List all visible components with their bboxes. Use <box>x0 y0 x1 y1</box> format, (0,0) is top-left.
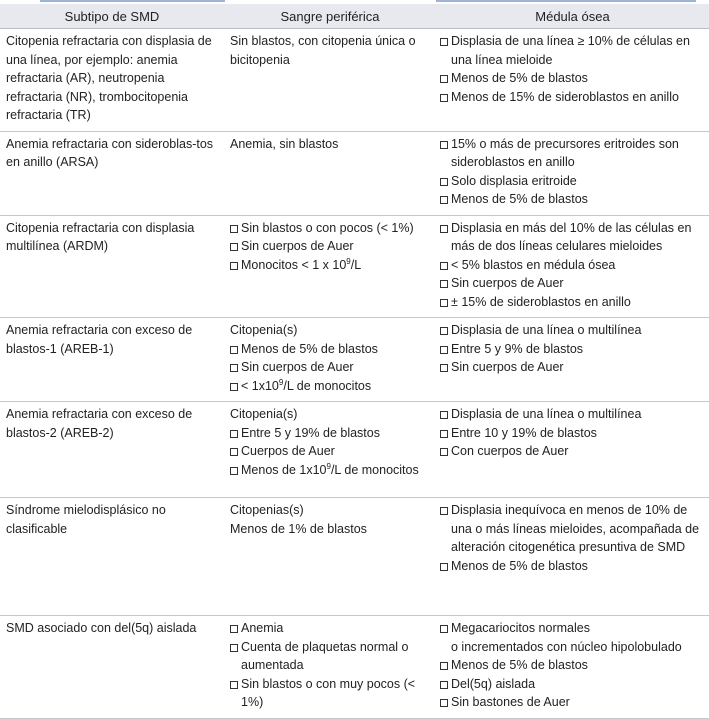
checkbox-bullet-icon <box>230 243 238 251</box>
checkbox-bullet-icon <box>440 411 448 419</box>
list-item: Displasia de una línea ≥ 10% de células en una línea mieloide <box>440 32 705 69</box>
list-item: Displasia de una línea o multilínea <box>440 405 705 424</box>
table-row <box>0 318 709 402</box>
list-item: Con cuerpos de Auer <box>440 442 705 461</box>
checkbox-bullet-icon <box>230 364 238 372</box>
checkbox-bullet-icon <box>230 262 238 270</box>
list-item: Displasia inequívoca en menos de 10% de una o más líneas mieloides, acompañada de alteración citogenética presuntiva de SMD <box>440 501 705 557</box>
checkbox-bullet-icon <box>440 625 448 633</box>
list-item: 15% o más de precursores eritroides son sideroblastos en anillo <box>440 135 705 172</box>
blood-cell <box>224 318 436 402</box>
checkbox-bullet-icon <box>440 178 448 186</box>
list-item: Menos de 5% de blastos <box>440 557 705 576</box>
list-item: Menos de 5% de blastos <box>440 656 705 675</box>
list-item: Menos de 15% de sideroblastos en anillo <box>440 88 705 107</box>
checkbox-bullet-icon <box>440 662 448 670</box>
subtype-cell: Síndrome mielodisplásico no clasificable <box>0 498 224 616</box>
marrow-cell <box>436 131 709 215</box>
blood-cell <box>224 131 436 215</box>
list-item: Menos de 5% de blastos <box>440 69 705 88</box>
subtype-cell: Anemia refractaria con exceso de blastos-1 (AREB-1) <box>0 318 224 402</box>
list-item: Sin blastos o con pocos (< 1%) <box>230 219 432 238</box>
blood-text: Citopenias(s) <box>230 503 304 517</box>
table-row <box>0 616 709 719</box>
header-marrow: Médula ósea <box>436 4 709 29</box>
list-item: Menos de 5% de blastos <box>440 190 705 209</box>
top-rule-left <box>40 0 225 2</box>
marrow-cell <box>436 402 709 498</box>
list-item: Solo displasia eritroide <box>440 172 705 191</box>
checkbox-bullet-icon <box>440 507 448 515</box>
list-item: Menos de $1x10^9/L$ de monocitos <box>230 461 432 480</box>
checkbox-bullet-icon <box>230 346 238 354</box>
checkbox-bullet-icon <box>230 681 238 689</box>
marrow-continuation: o incrementados con núcleo hipolobulado <box>451 639 682 654</box>
top-rule-right <box>436 0 696 2</box>
list-item: Entre 5 y 9% de blastos <box>440 340 705 359</box>
list-item: Cuerpos de Auer <box>230 442 432 461</box>
list-item: Sin cuerpos de Auer <box>440 358 705 377</box>
list-item: ± 15% de sideroblastos en anillo <box>440 293 705 312</box>
checkbox-bullet-icon <box>440 681 448 689</box>
checkbox-bullet-icon <box>440 141 448 149</box>
list-item: Sin cuerpos de Auer <box>230 237 432 256</box>
checkbox-bullet-icon <box>440 299 448 307</box>
blood-text: Anemia, sin blastos <box>230 136 339 151</box>
list-item: < $1x10^9/L$ de monocitos <box>230 377 432 396</box>
table-row <box>0 131 709 215</box>
checkbox-bullet-icon <box>230 448 238 456</box>
checkbox-bullet-icon <box>230 383 238 391</box>
checkbox-bullet-icon <box>440 280 448 288</box>
checkbox-bullet-icon <box>440 699 448 707</box>
checkbox-bullet-icon <box>440 563 448 571</box>
header-subtype: Subtipo de SMD <box>0 4 224 29</box>
list-item: < 5% blastos en médula ósea <box>440 256 705 275</box>
checkbox-bullet-icon <box>440 196 448 204</box>
checkbox-bullet-icon <box>440 75 448 83</box>
list-item: Sin blastos o con muy pocos (< 1%) <box>230 675 432 712</box>
checkbox-bullet-icon <box>230 625 238 633</box>
checkbox-bullet-icon <box>440 262 448 270</box>
list-item: Sin cuerpos de Auer <box>230 358 432 377</box>
list-item: Displasia en más del 10% de las células en más de dos líneas celulares mieloides <box>440 219 705 256</box>
marrow-cell <box>436 215 709 318</box>
blood-cell <box>224 498 436 616</box>
marrow-cell <box>436 318 709 402</box>
list-item: Sin cuerpos de Auer <box>440 274 705 293</box>
checkbox-bullet-icon <box>440 448 448 456</box>
list-item: Anemia <box>230 619 432 638</box>
subtype-cell: Citopenia refractaria con displasia multilínea (ARDM) <box>0 215 224 318</box>
blood-cell <box>224 215 436 318</box>
checkbox-bullet-icon <box>440 225 448 233</box>
list-item: Menos de 5% de blastos <box>230 340 432 359</box>
list-item: Displasia de una línea o multilínea <box>440 321 705 340</box>
smd-table <box>0 4 709 719</box>
checkbox-bullet-icon <box>230 467 238 475</box>
table-row <box>0 29 709 132</box>
list-item: Cuenta de plaquetas normal o aumentada <box>230 638 432 675</box>
marrow-cell <box>436 29 709 132</box>
blood-text: Citopenia(s) <box>230 323 298 337</box>
table-row <box>0 215 709 318</box>
subtype-cell: Anemia refractaria con sideroblas-tos en anillo (ARSA) <box>0 131 224 215</box>
blood-text: Sin blastos, con citopenia única o bicitopenia <box>230 34 416 67</box>
checkbox-bullet-icon <box>440 346 448 354</box>
checkbox-bullet-icon <box>440 94 448 102</box>
list-item: Del(5q) aislada <box>440 675 705 694</box>
checkbox-bullet-icon <box>230 225 238 233</box>
subtype-cell: Citopenia refractaria con displasia de una línea, por ejemplo: anemia refractaria (AR), neutropenia refractaria (NR), trombocitopenia refractaria (TR) <box>0 29 224 132</box>
list-item: Entre 10 y 19% de blastos <box>440 424 705 443</box>
checkbox-bullet-icon <box>440 327 448 335</box>
blood-text: Menos de 1% de blastos <box>230 521 367 536</box>
marrow-cell <box>436 616 709 719</box>
checkbox-bullet-icon <box>440 430 448 438</box>
checkbox-bullet-icon <box>230 430 238 438</box>
checkbox-bullet-icon <box>440 364 448 372</box>
table-row <box>0 402 709 498</box>
list-item: Megacariocitos normales <box>440 619 705 638</box>
blood-cell <box>224 616 436 719</box>
blood-cell <box>224 402 436 498</box>
header-blood: Sangre periférica <box>224 4 436 29</box>
list-item: Entre 5 y 19% de blastos <box>230 424 432 443</box>
list-item: Monocitos < 1 x $10^9/L$ <box>230 256 432 275</box>
blood-cell <box>224 29 436 132</box>
header-row <box>0 4 709 29</box>
marrow-cell <box>436 498 709 616</box>
list-item: Sin bastones de Auer <box>440 693 705 712</box>
table-row <box>0 498 709 616</box>
subtype-cell: SMD asociado con del(5q) aislada <box>0 616 224 719</box>
checkbox-bullet-icon <box>230 644 238 652</box>
subtype-cell: Anemia refractaria con exceso de blastos-2 (AREB-2) <box>0 402 224 498</box>
blood-text: Citopenia(s) <box>230 407 298 421</box>
checkbox-bullet-icon <box>440 38 448 46</box>
